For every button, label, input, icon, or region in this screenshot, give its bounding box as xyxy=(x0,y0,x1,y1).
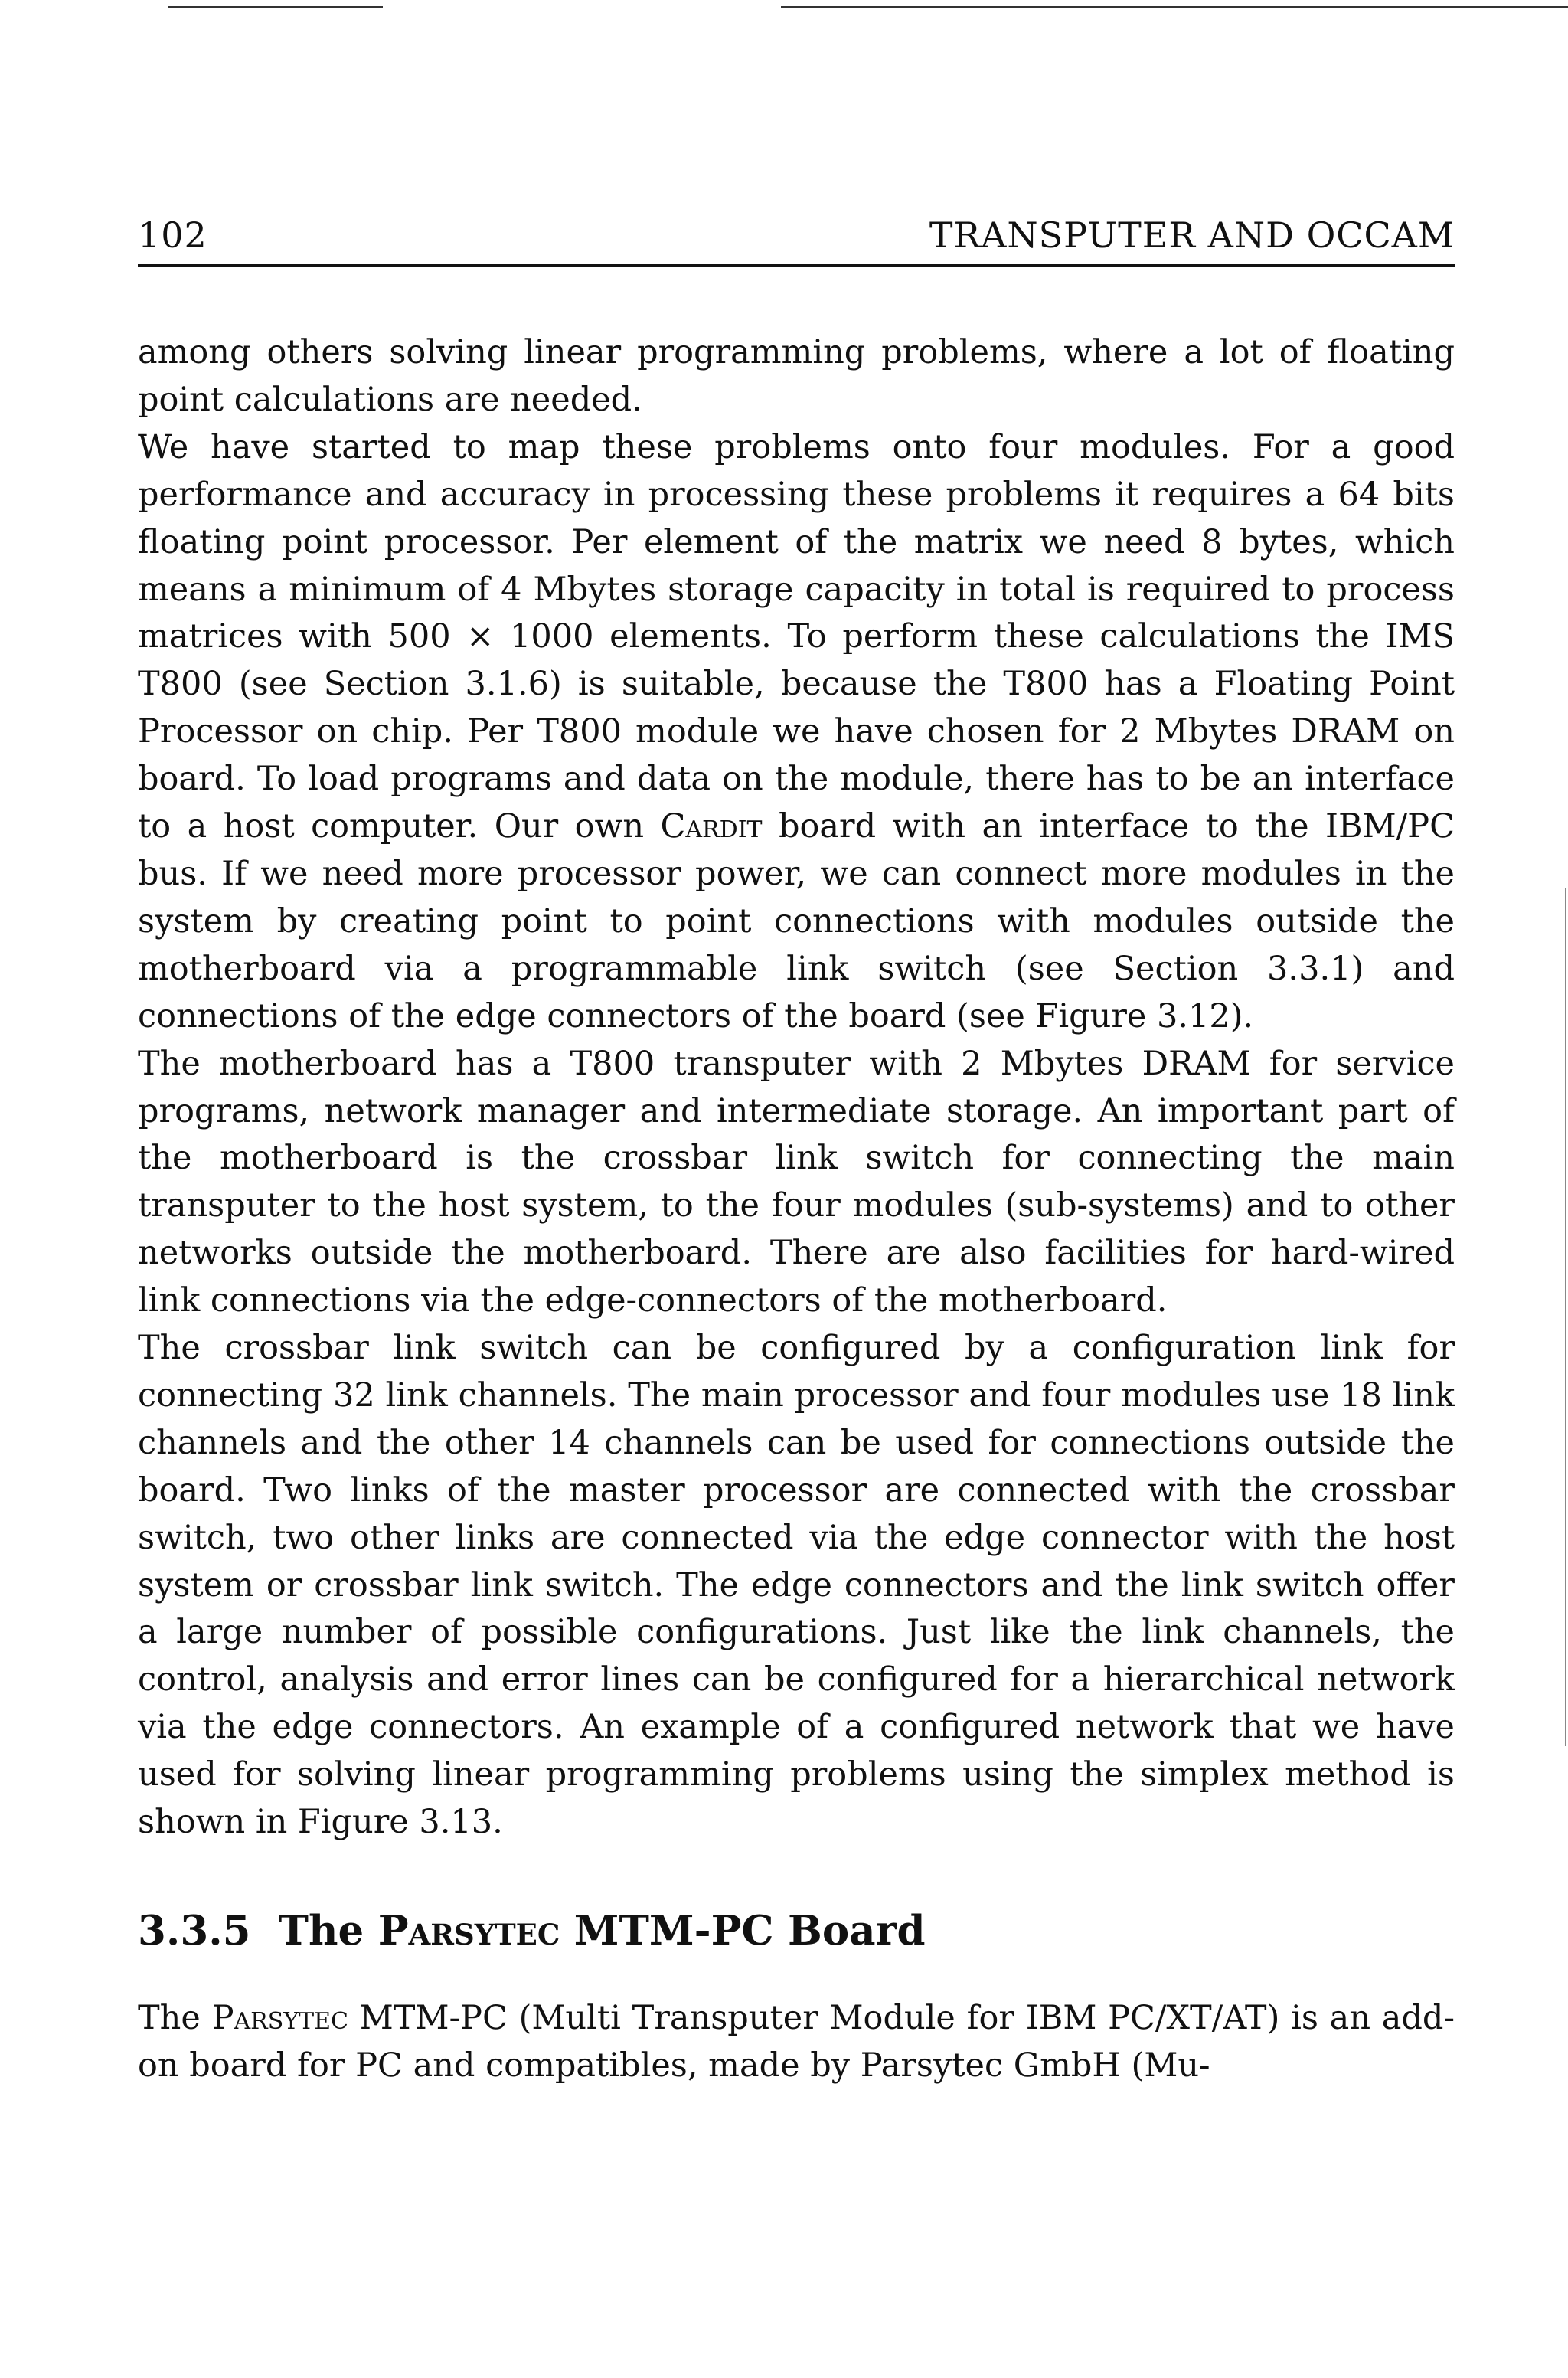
section-heading xyxy=(138,1907,1455,1954)
scan-top-edge-gap xyxy=(383,5,781,9)
running-header xyxy=(138,214,1455,256)
section-title-parsytec: Parsytec xyxy=(377,1907,560,1954)
scan-right-edge xyxy=(1565,888,1566,1746)
section-number: 3.3.5 xyxy=(138,1907,251,1954)
section-title-suffix: MTM-PC Board xyxy=(560,1907,926,1954)
paragraph-2-part-1: We have started to map these problems onto four modules. For a good performance and accuracy in processing these problems it requires a 64 bits floating point processor. Per element of the matrix we need 8 bytes, which means a minimum of 4 Mbytes storage capacity in total is required to process matrices with 500 × 1000 elements. To perform these calculations the IMS T800 (see Section 3.1.6) is suitable, because the T800 has a Floating Point Processor on chip. Per T800 module we have chosen for 2 Mbytes DRAM on board. To load programs and data on the module, there has to be an interface to a host computer. Our own xyxy=(138,427,1455,846)
page-number: 102 xyxy=(138,214,207,256)
section-paragraph-rest: MTM-PC (Multi Transputer Module for IBM PC/XT/AT) is an add-on board for PC and compatibles, made by Parsytec GmbH (Mu- xyxy=(138,1999,1455,2085)
cardit-term: Cardit xyxy=(660,807,763,846)
paragraph-3: The motherboard has a T800 transputer with 2 Mbytes DRAM for service programs, network manager and intermediate storage. An important part of the motherboard is the crossbar link switch for connecting the main transputer to the host system, to the four modules (sub-systems) and to other networks outside the motherboard. There are also facilities for hard-wired link connections via the edge-connectors of the motherboard. xyxy=(138,1044,1455,1320)
paragraph-2-part-2: board with an interface to the IBM/PC bus. If we need more processor power, we can connect more modules in the system by creating point to point connections with modules outside the motherboard via a programmable link switch (see Section 3.3.1) and connections of the edge connectors of the board (see Figure 3.12). xyxy=(138,807,1455,1035)
running-title: TRANSPUTER AND OCCAM xyxy=(929,214,1455,256)
paragraph-2 xyxy=(138,424,1455,1041)
paragraph-1: among others solving linear programming problems, where a lot of floating point calculations are needed. xyxy=(138,333,1455,419)
section-body xyxy=(138,1995,1455,2090)
body-text xyxy=(138,329,1455,1846)
header-rule xyxy=(138,264,1455,267)
scan-top-edge xyxy=(168,6,1568,8)
section-paragraph-parsytec: Parsytec xyxy=(211,1999,348,2037)
section-paragraph xyxy=(138,1995,1455,2090)
section-paragraph-prefix: The xyxy=(138,1999,212,2037)
section-title-prefix: The xyxy=(278,1907,378,1954)
paragraph-4: The crossbar link switch can be configured by a configuration link for connecting 32 link channels. The main processor and four modules use 18 link channels and the other 14 channels can be used for connections outside the board. Two links of the master processor are connected with the crossbar switch, two other links are connected via the edge connector with the host system or crossbar link switch. The edge connectors and the link switch offer a large number of possible configurations. Just like the link channels, the control, analysis and error lines can be configured for a hierarchical network via the edge connectors. An example of a configured network that we have used for solving linear programming problems using the simplex method is shown in Figure 3.13. xyxy=(138,1329,1455,1842)
